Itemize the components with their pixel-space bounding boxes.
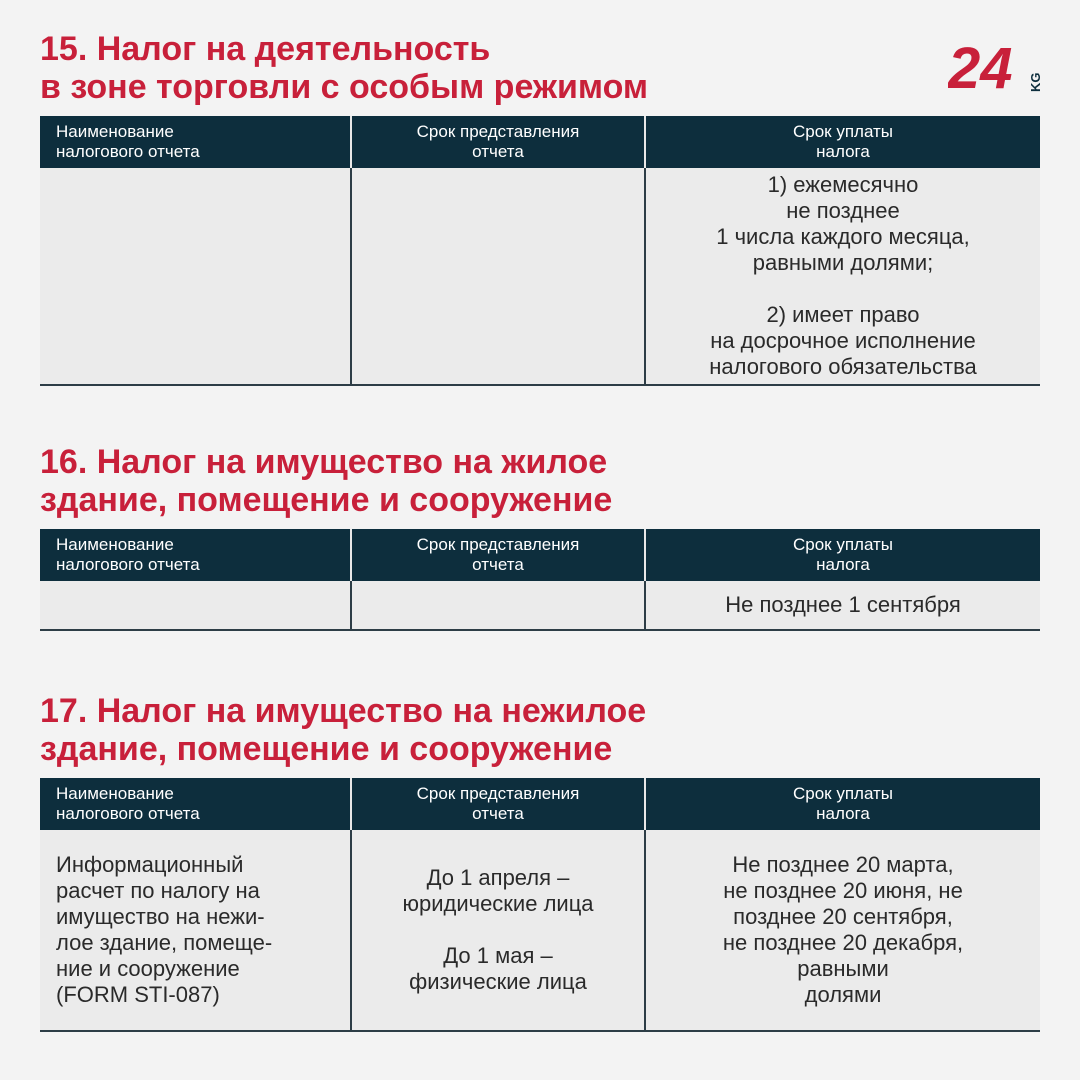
cell-payment-deadline: Не позднее 20 марта, не позднее 20 июня, не позднее 20 сентября, не позднее 20 декабря, равными долями [645, 830, 1040, 1031]
cell-submission-deadline [351, 581, 645, 630]
header-report-name: Наименование налогового отчета [40, 778, 351, 830]
tax-table [40, 529, 1040, 631]
header-submission-deadline: Срок представления отчета [351, 116, 645, 168]
section-title: 17. Налог на имущество на нежилое здание, помещение и сооружение [40, 692, 647, 768]
header-submission-deadline: Срок представления отчета [351, 529, 645, 581]
logo-number: 24 [948, 36, 1013, 96]
cell-submission-deadline: До 1 апреля – юридические лица До 1 мая – физические лица [351, 830, 645, 1031]
header-submission-deadline: Срок представления отчета [351, 778, 645, 830]
table-row [40, 168, 1040, 385]
header-report-name: Наименование налогового отчета [40, 116, 351, 168]
header-payment-deadline: Срок уплаты налога [645, 778, 1040, 830]
cell-submission-deadline [351, 168, 645, 385]
header-payment-deadline: Срок уплаты налога [645, 529, 1040, 581]
section-15 [40, 30, 1040, 386]
cell-payment-deadline: Не позднее 1 сентября [645, 581, 1040, 630]
header-report-name: Наименование налогового отчета [40, 529, 351, 581]
cell-report-name: Информационный расчет по налогу на имущество на нежи- лое здание, помеще- ние и сооружение (FORM STI-087) [40, 830, 351, 1031]
table-header-row [40, 116, 1040, 168]
table-row [40, 581, 1040, 630]
tax-table [40, 116, 1040, 386]
cell-payment-deadline: 1) ежемесячно не позднее 1 числа каждого месяца, равными долями; 2) имеет право на досрочное исполнение налогового обязательства [645, 168, 1040, 385]
header-payment-deadline: Срок уплаты налога [645, 116, 1040, 168]
table-header-row [40, 529, 1040, 581]
section-16 [40, 443, 1040, 631]
section-title: 16. Налог на имущество на жилое здание, помещение и сооружение [40, 443, 613, 519]
logo-suffix: KG [1028, 72, 1043, 92]
table-header-row [40, 778, 1040, 830]
section-17 [40, 692, 1040, 1032]
cell-report-name [40, 581, 351, 630]
table-row [40, 830, 1040, 1031]
tax-table [40, 778, 1040, 1032]
section-title: 15. Налог на деятельность в зоне торговли с особым режимом [40, 30, 649, 106]
cell-report-name [40, 168, 351, 385]
